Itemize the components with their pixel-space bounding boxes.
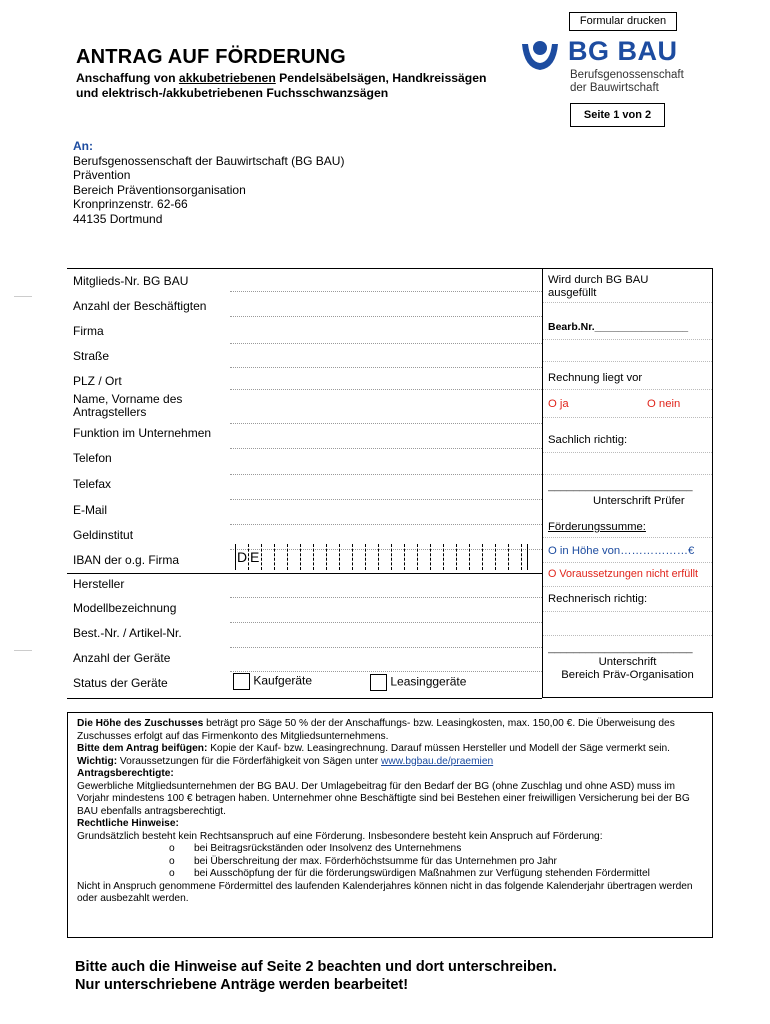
- note-subsidy: Die Höhe des Zuschusses beträgt pro Säge 50 % der der Anschaffungs- bzw. Leasingkosten, max. 150,00 €. Die Überweisung des Zuschusses erfolgt auf das Firmenkonto des Mitgliedsunternehmens.: [77, 718, 675, 742]
- field-label: Funktion im Unternehmen: [73, 426, 212, 440]
- iban-char[interactable]: [352, 544, 365, 570]
- field-label: Anzahl der Beschäftigten: [73, 299, 207, 313]
- field-label: E-Mail: [73, 503, 108, 517]
- note-legal-heading: Rechtliche Hinweise:: [77, 818, 179, 829]
- praemien-link[interactable]: www.bgbau.de/praemien: [381, 755, 494, 767]
- field-label: Telefon: [73, 451, 112, 465]
- address-line: Prävention: [73, 168, 131, 183]
- form-title: ANTRAG AUF FÖRDERUNG: [76, 46, 346, 68]
- subtitle-line2: und elektrisch-/akkubetriebenen Fuchsschwanzsägen: [76, 85, 389, 100]
- address-line: 44135 Dortmund: [73, 211, 163, 226]
- iban-char[interactable]: [508, 544, 521, 570]
- signature-line-prevention[interactable]: _______________________: [548, 642, 693, 654]
- checkbox[interactable]: [370, 674, 387, 691]
- iban-char[interactable]: [482, 544, 495, 570]
- note-attachments: Bitte dem Antrag beifügen: Kopie der Kauf- bzw. Leasingrechnung. Darauf müssen Hersteller und Modell der Säge vermerkt sein.: [77, 743, 671, 754]
- factually-correct-label: Sachlich richtig:: [548, 434, 628, 446]
- checkbox[interactable]: [233, 673, 250, 690]
- note-eligible-heading: Antragsberechtigte:: [77, 768, 174, 779]
- bearb-no-field[interactable]: Bearb.Nr.________________: [548, 321, 689, 333]
- field-employees[interactable]: [67, 292, 542, 317]
- note-legal-text: Grundsätzlich besteht kein Rechtsanspruch auf eine Förderung. Insbesondere besteht kein Anspruch auf Förderung:: [77, 830, 603, 842]
- field-label: Anzahl der Geräte: [73, 651, 171, 665]
- footer-line2: Nur unterschriebene Anträge werden bearbeitet!: [75, 977, 409, 993]
- iban-char[interactable]: [326, 544, 339, 570]
- invoice-present-label: Rechnung liegt vor: [548, 372, 643, 384]
- field-label: Best.-Nr. / Artikel-Nr.: [73, 626, 182, 640]
- invoice-yes-option[interactable]: O ja: [548, 398, 569, 410]
- office-use-panel: [542, 268, 713, 698]
- iban-char[interactable]: [287, 544, 300, 570]
- field-label: Mitglieds-Nr. BG BAU: [73, 274, 189, 288]
- bg-bau-emblem-icon: [520, 38, 564, 78]
- field-label: IBAN der o.g. Firma: [73, 553, 180, 567]
- field-member-no[interactable]: [67, 268, 542, 292]
- signature-pruefer-label: Unterschrift Prüfer: [593, 495, 685, 507]
- arithmetically-correct-label: Rechnerisch richtig:: [548, 593, 648, 605]
- subtitle-part2: Pendelsäbelsägen, Handkreissägen: [275, 71, 487, 85]
- iban-char[interactable]: [365, 544, 378, 570]
- funding-amount-field[interactable]: O in Höhe von………………€: [548, 545, 695, 557]
- status-option-leasing[interactable]: [370, 674, 466, 691]
- note-eligible-text: Gewerbliche Mitgliedsunternehmen der BG BAU. Der Umlagebeitrag für den Bedarf der BG (ohne Zuschlag und ohne ASD) muss im Vorjahr mindestens 100 € betragen haben. Unternehmer ohne Beschäftigte sind bei Bestehen einer freiwilligen Versicherung bei der BG BAU ebenfalls antragsberechtigt.: [77, 780, 690, 817]
- funding-sum-label: Förderungssumme:: [548, 521, 646, 533]
- iban-char[interactable]: [339, 544, 352, 570]
- invoice-no-option[interactable]: O nein: [647, 398, 681, 410]
- footer-line1: Bitte auch die Hinweise auf Seite 2 beachten und dort unterschreiben.: [75, 959, 557, 975]
- iban-char[interactable]: E: [248, 544, 261, 570]
- iban-char[interactable]: [417, 544, 430, 570]
- address-line: Kronprinzenstr. 62-66: [73, 197, 188, 212]
- iban-char[interactable]: [456, 544, 469, 570]
- iban-char[interactable]: [469, 544, 482, 570]
- note-important: Wichtig: Voraussetzungen für die Förderfähigkeit von Sägen unter www.bgbau.de/praemien: [77, 755, 494, 767]
- field-function[interactable]: [67, 424, 542, 449]
- field-device-count[interactable]: [67, 648, 542, 672]
- iban-char[interactable]: [391, 544, 404, 570]
- iban-char[interactable]: [274, 544, 287, 570]
- field-applicant-name[interactable]: [67, 390, 542, 424]
- logo-brand: BG BAU: [568, 36, 678, 66]
- page-indicator: Seite 1 von 2: [570, 103, 665, 127]
- address-line: Bereich Präventionsorganisation: [73, 182, 246, 197]
- form-subtitle: [76, 71, 536, 100]
- iban-char[interactable]: [313, 544, 326, 570]
- field-model[interactable]: [67, 598, 542, 623]
- list-item: o bei Beitragsrückständen oder Insolvenz des Unternehmens: [169, 843, 462, 854]
- footer-instructions: [75, 958, 557, 994]
- signature-line-pruefer[interactable]: _______________________: [548, 480, 693, 492]
- iban-input[interactable]: [235, 544, 528, 570]
- iban-char[interactable]: [378, 544, 391, 570]
- field-label: Hersteller: [73, 577, 125, 591]
- field-phone[interactable]: [67, 449, 542, 475]
- margin-mark: [14, 650, 32, 651]
- field-manufacturer[interactable]: [67, 574, 542, 598]
- requirements-not-met-option[interactable]: O Voraussetzungen nicht erfüllt: [548, 568, 699, 580]
- logo-line1: Berufsgenossenschaft: [570, 69, 684, 81]
- field-label: PLZ / Ort: [73, 374, 122, 388]
- status-option-label: Kaufgeräte: [253, 673, 313, 688]
- print-form-button[interactable]: Formular drucken: [569, 12, 677, 31]
- field-company[interactable]: [67, 317, 542, 344]
- iban-char[interactable]: [404, 544, 417, 570]
- address-line: Berufsgenossenschaft der Bauwirtschaft (BG BAU): [73, 153, 345, 168]
- logo-line2: der Bauwirtschaft: [570, 82, 659, 94]
- field-label: Firma: [73, 324, 104, 338]
- margin-mark: [14, 296, 32, 297]
- field-device-status: [67, 672, 542, 698]
- list-item: o bei Ausschöpfung der für die förderungswürdigen Maßnahmen zur Verfügung stehenden Fördermittel: [169, 868, 650, 879]
- signature-department-label: Bereich Präv-Organisation: [561, 669, 694, 681]
- applicant-form: [67, 268, 542, 698]
- field-email[interactable]: [67, 500, 542, 525]
- iban-char[interactable]: [495, 544, 508, 570]
- note-carryover: Nicht in Anspruch genommene Fördermittel des laufenden Kalenderjahres können nicht in das folgende Kalenderjahr übertragen werden oder ausbezahlt werden.: [77, 880, 693, 904]
- address-label: An:: [73, 139, 93, 153]
- status-option-purchase[interactable]: [233, 673, 312, 690]
- iban-char[interactable]: [443, 544, 456, 570]
- list-item: o bei Überschreitung der max. Förderhöchstsumme für das Unternehmen pro Jahr: [169, 855, 557, 867]
- iban-char[interactable]: [261, 544, 274, 570]
- iban-char[interactable]: [521, 544, 528, 570]
- field-label: Geldinstitut: [73, 528, 134, 542]
- office-heading: Wird durch BG BAU ausgefüllt: [548, 274, 649, 299]
- field-label: Status der Geräte: [73, 676, 168, 690]
- field-fax[interactable]: [67, 475, 542, 500]
- iban-char[interactable]: [300, 544, 313, 570]
- recipient-address: [73, 139, 344, 227]
- field-street[interactable]: [67, 344, 542, 368]
- field-article-no[interactable]: [67, 623, 542, 648]
- iban-char[interactable]: D: [235, 544, 248, 570]
- status-option-label: Leasinggeräte: [390, 674, 467, 689]
- note-bullet-list: [77, 843, 703, 881]
- subtitle-underlined: akkubetriebenen: [178, 71, 276, 85]
- bg-bau-logo: [520, 38, 710, 98]
- subtitle-part1: Anschaffung von: [76, 71, 179, 85]
- field-label: Name, Vorname des Antragstellers: [73, 392, 183, 419]
- field-label: Modellbezeichnung: [73, 601, 177, 615]
- iban-char[interactable]: [430, 544, 443, 570]
- logo-subtext: [570, 69, 684, 95]
- field-label: Straße: [73, 349, 110, 363]
- signature-label: Unterschrift: [598, 656, 657, 668]
- notes-box: [67, 712, 713, 938]
- field-zip-city[interactable]: [67, 368, 542, 390]
- field-label: Telefax: [73, 477, 112, 491]
